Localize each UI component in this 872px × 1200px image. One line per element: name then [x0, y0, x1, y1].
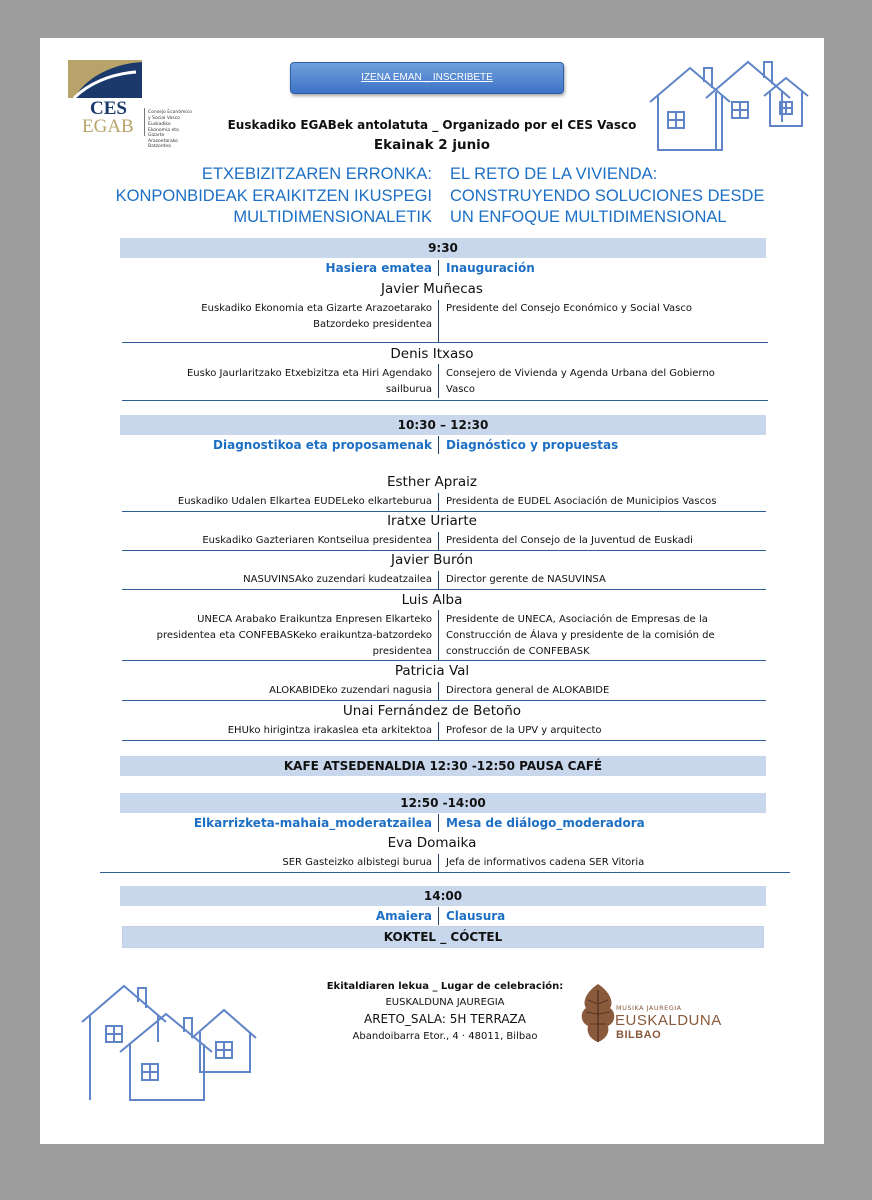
column-divider	[438, 682, 439, 700]
speaker-role-eu	[112, 301, 432, 333]
row-divider	[122, 400, 768, 401]
speaker-role-eu: SER Gasteizko albistegi burua	[282, 857, 432, 868]
program-page	[40, 38, 824, 1144]
column-divider	[438, 300, 439, 342]
title-es-line: UN ENFOQUE MULTIDIMENSIONAL	[450, 208, 727, 226]
role-line: Eusko Jaurlaritzako Etxebizitza eta Hiri Agendako	[186, 368, 432, 379]
column-divider	[438, 532, 439, 550]
closing-label-es: Clausura	[446, 909, 506, 923]
speaker-name: Javier Burón	[390, 552, 474, 568]
speaker-role-es: Profesor de la UPV y arquitecto	[446, 725, 602, 736]
speaker-role-es: Presidenta de EUDEL Asociación de Municipios Vascos	[446, 496, 717, 507]
column-divider	[438, 364, 439, 398]
organizer-line: Euskadiko EGABek antolatuta _ Organizado por el CES Vasco	[227, 118, 637, 132]
euskalduna-logo-main: EUSKALDUNA	[615, 1012, 722, 1029]
title-eu-line: KONPONBIDEAK ERAIKITZEN IKUSPEGI	[115, 186, 432, 205]
speaker-role-es	[446, 612, 746, 660]
speaker-role-eu: EHUko hirigintza irakaslea eta arkitektoa	[227, 725, 432, 736]
speaker-role-es: Director gerente de NASUVINSA	[446, 574, 606, 585]
role-line: Consejero de Vivienda y Agenda Urbana del Gobierno	[446, 368, 715, 379]
column-divider	[438, 907, 439, 925]
speaker-role-eu	[112, 612, 432, 660]
opening-time-bar: 9:30	[120, 238, 766, 258]
euskalduna-logo-top: MUSIKA JAUREGIA	[616, 1004, 682, 1012]
speaker-name: Iratxe Uriarte	[387, 513, 477, 529]
opening-label-es: Inauguración	[446, 261, 535, 275]
speaker-role-eu: Euskadiko Udalen Elkartea EUDELeko elkarteburua	[177, 496, 432, 507]
row-divider	[122, 700, 766, 701]
oak-leaf-icon	[578, 982, 618, 1044]
row-divider	[122, 660, 766, 661]
logo-caption-es: Consejo Económico y Social Vasco	[148, 110, 192, 121]
diagnosis-label-eu: Diagnostikoa eta proposamenak	[213, 438, 432, 452]
title-eu	[90, 164, 432, 229]
speaker-role-eu: Euskadiko Gazteriaren Kontseilua presidentea	[202, 535, 432, 546]
cocktail-bar: KOKTEL _ CÓCTEL	[122, 926, 764, 948]
speaker-name: Luis Alba	[401, 592, 463, 608]
logo-ces: CES	[90, 98, 127, 119]
title-es-line: EL RETO DE LA VIVIENDA:	[450, 165, 658, 183]
panel-label-eu: Elkarrizketa-mahaia_moderatzailea	[193, 816, 432, 830]
panel-time-bar: 12:50 -14:00	[120, 793, 766, 813]
role-line: UNECA Arabako Eraikuntza Enpresen Elkarteko	[197, 614, 432, 625]
speaker-name: Patricia Val	[394, 663, 470, 679]
column-divider	[438, 854, 439, 872]
column-divider	[438, 571, 439, 589]
panel-label-es: Mesa de diálogo_moderadora	[446, 816, 645, 830]
column-divider	[438, 436, 439, 454]
role-line: construcción de CONFEBASK	[446, 646, 590, 657]
logo-caption-eu: Euskadiko Ekonomia eta Gizarte Arazoetarako Batzordea	[148, 122, 179, 149]
speaker-role-eu	[112, 366, 432, 398]
speaker-name: Esther Apraiz	[386, 474, 478, 490]
speaker-name: Javier Muñecas	[381, 281, 483, 297]
speaker-name: Eva Domaika	[387, 835, 477, 851]
logo-egab: EGAB	[82, 116, 134, 137]
role-line: Batzordeko presidentea	[313, 319, 432, 330]
role-line: presidentea	[372, 646, 432, 657]
title-eu-line: MULTIDIMENSIONALETIK	[233, 208, 432, 226]
role-line: Euskadiko Ekonomia eta Gizarte Arazoetarako	[201, 303, 432, 314]
role-line: Vasco	[446, 384, 476, 395]
ces-logo-mark-icon	[66, 58, 146, 100]
diagnosis-time-bar: 10:30 – 12:30	[120, 415, 766, 435]
opening-label-eu: Hasiera ematea	[325, 261, 432, 275]
row-divider	[122, 342, 768, 343]
venue-building: EUSKALDUNA JAUREGIA	[385, 997, 505, 1008]
role-line: Presidente del Consejo Económico y Social Vasco	[446, 303, 692, 314]
euskalduna-logo-bottom: BILBAO	[616, 1029, 662, 1041]
column-divider	[438, 493, 439, 511]
speaker-role-es: Presidenta del Consejo de la Juventud de Euskadi	[446, 535, 693, 546]
column-divider	[438, 722, 439, 740]
title-es	[450, 164, 810, 229]
role-line: presidentea eta CONFEBASKeko eraikuntza-batzordeko	[156, 630, 432, 641]
coffee-break-bar: KAFE ATSEDENALDIA 12:30 -12:50 PAUSA CAFÉ	[120, 756, 766, 776]
row-divider	[122, 589, 766, 590]
role-line: Construcción de Álava y presidente de la comisión de	[446, 630, 715, 641]
register-button[interactable]: IZENA EMAN _ INSCRIBETE	[290, 62, 564, 94]
column-divider	[438, 814, 439, 832]
column-divider	[438, 610, 439, 660]
closing-time-bar: 14:00	[120, 886, 766, 906]
speaker-name: Unai Fernández de Betoño	[342, 703, 522, 719]
venue-room: ARETO_SALA: 5H TERRAZA	[364, 1012, 526, 1026]
speaker-role-es: Directora general de ALOKABIDE	[446, 685, 610, 696]
role-line: sailburua	[385, 384, 432, 395]
closing-label-eu: Amaiera	[375, 909, 432, 923]
row-divider	[122, 511, 766, 512]
venue-address: Abandoibarra Etor., 4 · 48011, Bilbao	[352, 1031, 538, 1042]
venue-heading: Ekitaldiaren lekua _ Lugar de celebración:	[326, 981, 564, 992]
speaker-role-eu: ALOKABIDEko zuzendari nagusia	[269, 685, 432, 696]
role-line: Presidente de UNECA, Asociación de Empresas de la	[446, 614, 708, 625]
title-es-line: CONSTRUYENDO SOLUCIONES DESDE	[450, 186, 765, 205]
event-date: Ekainak 2 junio	[373, 137, 491, 153]
title-eu-line: ETXEBIZITZAREN ERRONKA:	[201, 165, 432, 183]
row-divider	[122, 740, 766, 741]
column-divider	[438, 260, 439, 276]
speaker-role-es	[446, 366, 746, 398]
houses-bottom-icon	[80, 980, 260, 1102]
row-divider	[100, 872, 790, 873]
row-divider	[122, 550, 766, 551]
speaker-name: Denis Itxaso	[390, 346, 474, 362]
speaker-role-es	[446, 301, 746, 317]
diagnosis-label-es: Diagnóstico y propuestas	[446, 438, 619, 452]
speaker-role-eu: NASUVINSAko zuzendari kudeatzailea	[243, 574, 432, 585]
speaker-role-es: Jefa de informativos cadena SER Vitoria	[446, 857, 645, 868]
